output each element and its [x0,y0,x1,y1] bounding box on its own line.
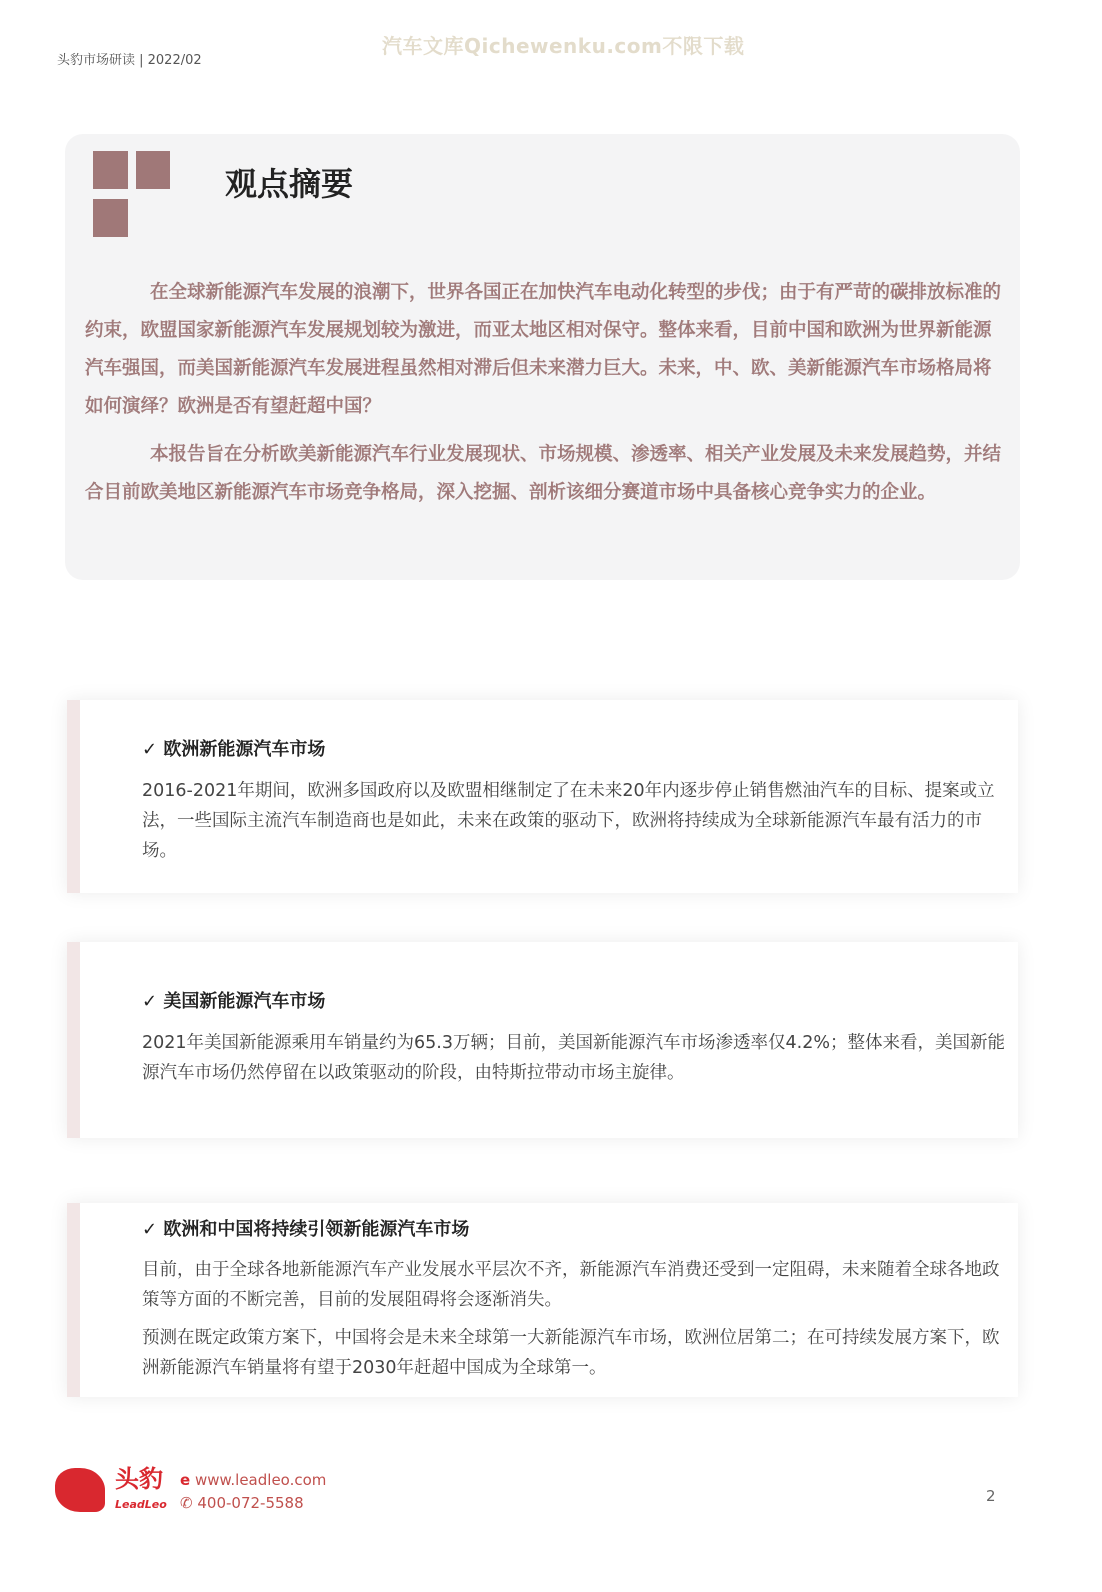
card-europe [67,700,1018,893]
phone-icon: ✆ [180,1494,193,1512]
summary-paragraph: 本报告旨在分析欧美新能源汽车行业发展现状、市场规模、渗透率、相关产业发展及未来发展趋势，并结合目前欧美地区新能源汽车市场竞争格局，深入挖掘、剖析该细分赛道市场中具备核心竞争实力的企业。 [85,444,1002,503]
card-paragraph: 预测在既定政策方案下，中国将会是未来全球第一大新能源汽车市场，欧洲位居第二；在可持续发展方案下，欧洲新能源汽车销量将有望于2030年赶超中国成为全球第一。 [142,1328,1000,1378]
summary-title: 观点摘要 [225,165,354,203]
card-paragraph: 目前，由于全球各地新能源汽车产业发展水平层次不齐，新能源汽车消费还受到一定阻碍，未来随着全球各地政策等方面的不断完善，目前的发展阻碍将会逐渐消失。 [142,1260,1000,1310]
decor-square-icon [136,151,170,189]
phone-contact [180,1494,304,1512]
summary-box [65,134,1020,580]
leopard-logo-icon [55,1468,105,1512]
summary-paragraph: 在全球新能源汽车发展的浪潮下，世界各国正在加快汽车电动化转型的步伐；由于有严苛的碳排放标准的约束，欧盟国家新能源汽车发展规划较为激进，而亚太地区相对保守。整体来看，目前中国和欧洲为世界新能源汽车强国，而美国新能源汽车发展进程虽然相对滞后但未来潜力巨大。未来，中、欧、美新能源汽车市场格局将如何演绎？欧洲是否有望赶超中国？ [85,282,1002,417]
watermark: 汽车文库Qichewenku.com不限下载 [382,34,745,58]
phone-text: 400-072-5588 [197,1494,304,1512]
card-paragraph: 2016-2021年期间，欧洲多国政府以及欧盟相继制定了在未来20年内逐步停止销售燃油汽车的目标、提案或立法，一些国际主流汽车制造商也是如此，未来在政策的驱动下，欧洲将持续成为全球新能源汽车最有活力的市场。 [142,781,995,861]
card-title: ✓ 美国新能源汽车市场 [142,991,326,1012]
brand-name-en: LeadLeo [115,1498,167,1511]
card-title: ✓ 欧洲和中国将持续引领新能源汽车市场 [142,1219,470,1240]
page-number: 2 [986,1487,996,1505]
card-title: ✓ 欧洲新能源汽车市场 [142,739,326,760]
card-paragraph: 2021年美国新能源乘用车销量约为65.3万辆；目前，美国新能源汽车市场渗透率仅4.2%；整体来看，美国新能源汽车市场仍然停留在以政策驱动的阶段，由特斯拉带动市场主旋律。 [142,1033,1005,1083]
website-link[interactable] [180,1471,326,1489]
brand-name: 头豹 [115,1465,163,1493]
web-icon: e [180,1471,191,1489]
decor-square-icon [93,151,128,189]
decor-square-icon [93,199,128,237]
website-text: www.leadleo.com [194,1471,327,1489]
summary-text [85,274,1007,522]
card-europe-china [67,1203,1018,1397]
card-usa [67,942,1018,1138]
header-report-info: 头豹市场研读 | 2022/02 [57,53,202,68]
